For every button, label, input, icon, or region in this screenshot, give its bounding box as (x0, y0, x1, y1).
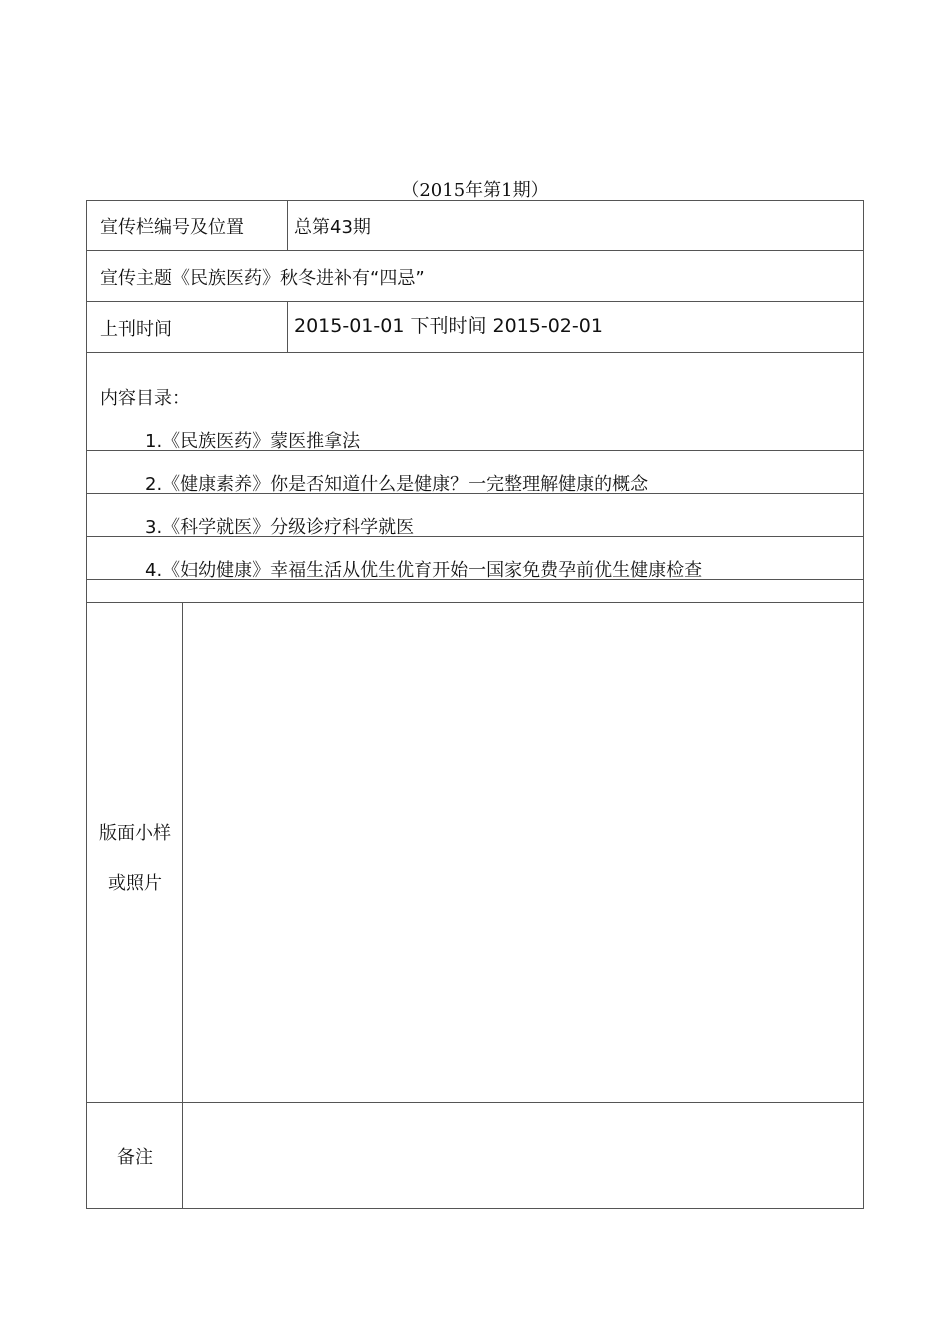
contents-label: 内容目录： (100, 388, 190, 409)
column-divider (287, 301, 288, 352)
publish-value: 2015-01-01 下刊时间 2015-02-01 (294, 315, 603, 337)
layout-sample-label-line: 或照片 (108, 873, 162, 894)
contents-item: 4.《妇幼健康》幸福生活从优生优育开始一国家免费孕前优生健康检查 (145, 560, 703, 581)
remarks-area[interactable] (183, 1103, 863, 1208)
theme-text: 宣传主题《民族医药》秋冬进补有“四忌” (100, 268, 425, 289)
contents-item: 3.《科学就医》分级诊疗科学就医 (145, 517, 415, 538)
board-number-label: 宣传栏编号及位置 (100, 217, 244, 238)
publish-label: 上刊时间 (100, 319, 172, 340)
contents-item: 2.《健康素养》你是否知道什么是健康？一完整理解健康的概念 (145, 474, 649, 495)
bulletin-board-form (86, 200, 864, 1209)
layout-sample-label-line: 版面小样 (99, 823, 171, 844)
column-divider (287, 201, 288, 250)
row-divider (87, 301, 863, 302)
layout-sample-label (87, 809, 183, 909)
layout-sample-area[interactable] (183, 603, 863, 1101)
contents-item: 1.《民族医药》蒙医推拿法 (145, 431, 361, 452)
remarks-label (87, 1133, 183, 1183)
remarks-label-text: 备注 (117, 1147, 153, 1168)
row-divider (87, 352, 863, 353)
board-number-value: 总第43期 (294, 217, 371, 238)
issue-heading: （2015年第1期） (401, 180, 549, 201)
row-divider (87, 250, 863, 251)
